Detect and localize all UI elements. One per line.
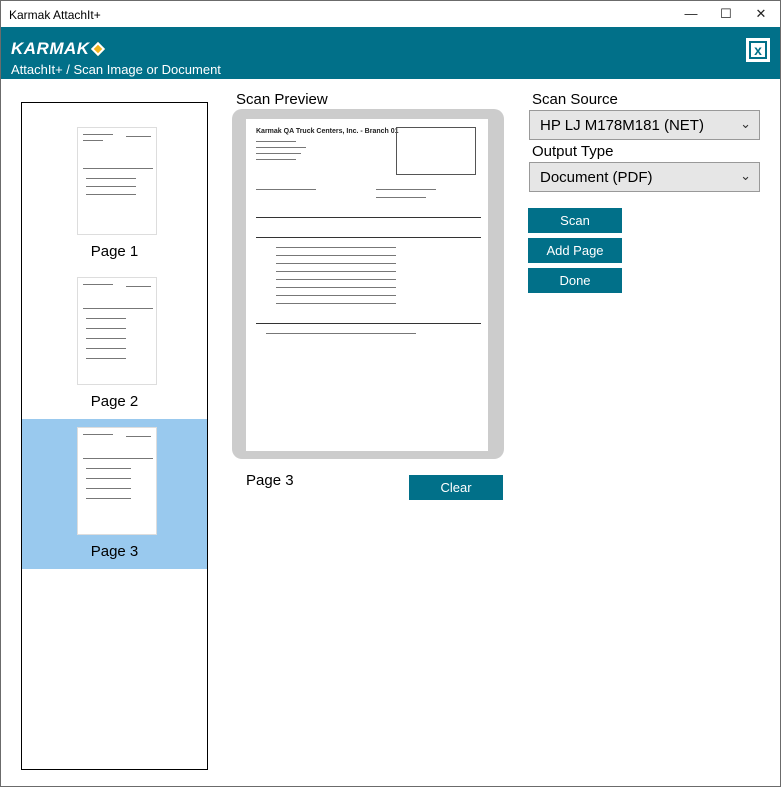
chevron-down-icon: ⌄	[740, 116, 751, 131]
document-info-box	[396, 127, 476, 175]
karmak-logo	[11, 39, 103, 59]
document-title: Karmak QA Truck Centers, Inc. - Branch 01	[256, 128, 399, 135]
scan-source-label: Scan Source	[532, 91, 618, 108]
chevron-down-icon: ⌄	[740, 168, 751, 183]
page-thumbnail-list[interactable]	[21, 102, 208, 770]
page-thumbnail[interactable]	[22, 119, 207, 269]
scanned-document	[246, 119, 488, 451]
scan-source-select[interactable]	[529, 110, 760, 140]
logo-text: KARMAK	[11, 39, 90, 58]
thumbnail-image	[77, 127, 157, 235]
app-header	[1, 27, 780, 79]
clear-button[interactable]: Clear	[409, 475, 503, 500]
scan-preview	[232, 109, 504, 459]
scan-source-value: HP LJ M178M181 (NET)	[540, 117, 704, 134]
window-title: Karmak AttachIt+	[9, 8, 101, 22]
breadcrumb: AttachIt+ / Scan Image or Document	[11, 62, 221, 77]
logo-diamond-icon	[90, 42, 104, 56]
thumbnail-image	[77, 427, 157, 535]
scan-button[interactable]: Scan	[528, 208, 622, 233]
thumbnail-label: Page 2	[90, 393, 139, 410]
add-page-button[interactable]: Add Page	[528, 238, 622, 263]
page-thumbnail-selected[interactable]	[22, 419, 207, 569]
thumbnail-label: Page 1	[90, 243, 139, 260]
header-close-button[interactable]: x	[746, 38, 770, 62]
thumbnail-label: Page 3	[90, 543, 139, 560]
preview-page-label: Page 3	[246, 472, 294, 489]
maximize-button[interactable]: ☐	[720, 6, 732, 21]
page-thumbnail[interactable]	[22, 269, 207, 419]
output-type-label: Output Type	[532, 143, 614, 160]
minimize-button[interactable]: —	[684, 6, 698, 21]
done-button[interactable]: Done	[528, 268, 622, 293]
output-type-select[interactable]	[529, 162, 760, 192]
output-type-value: Document (PDF)	[540, 169, 653, 186]
title-bar	[1, 1, 780, 27]
scan-preview-heading: Scan Preview	[236, 91, 328, 108]
thumbnail-image	[77, 277, 157, 385]
close-button[interactable]: ✕	[755, 6, 767, 21]
